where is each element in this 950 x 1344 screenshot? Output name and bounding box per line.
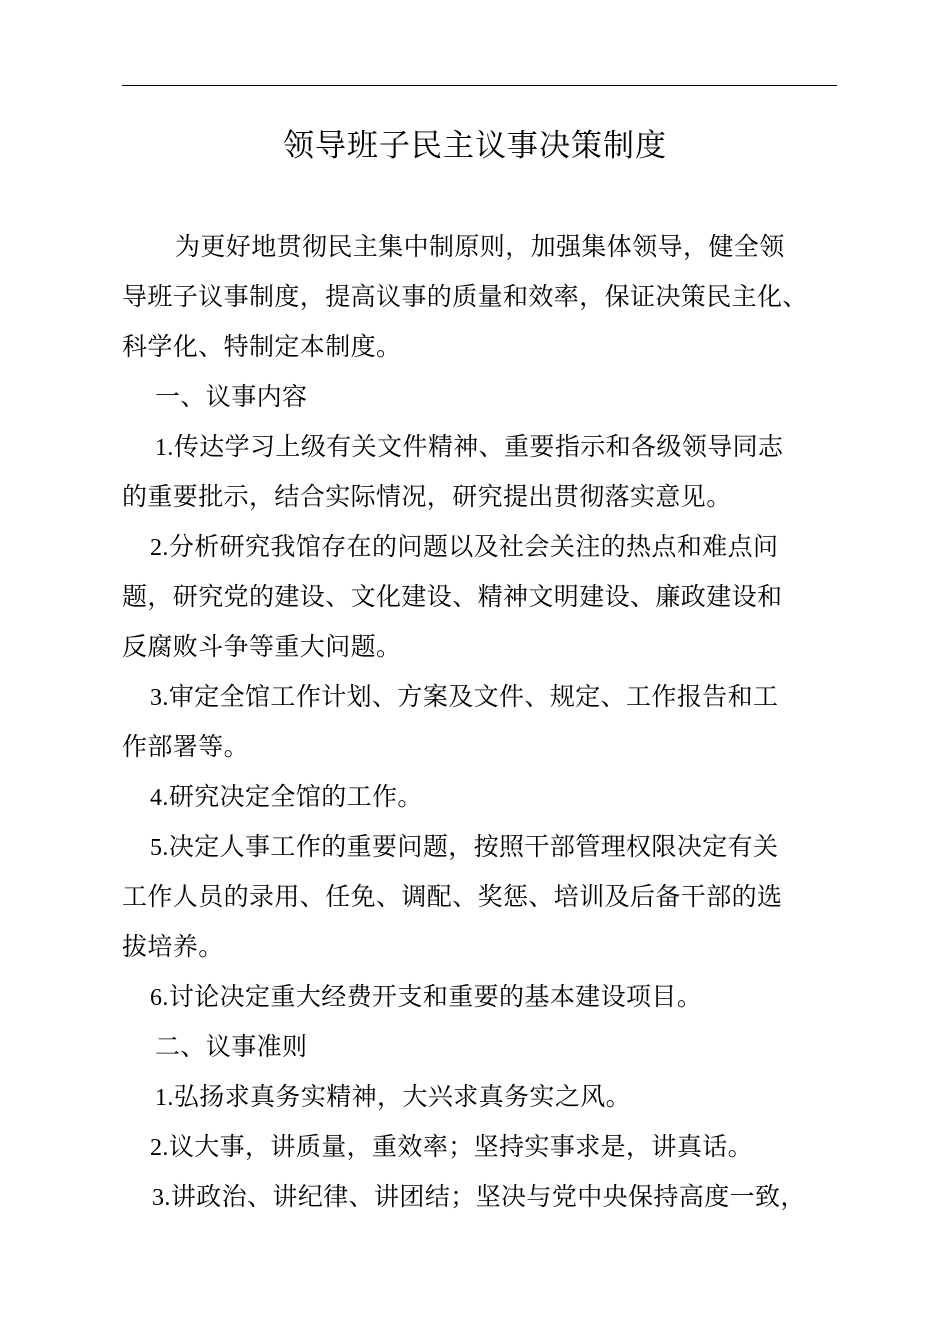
- paragraph-intro-line-1: 为更好地贯彻民主集中制原则，加强集体领导，健全领: [175, 232, 785, 261]
- item-5-line-3: 拔培养。: [122, 932, 224, 961]
- item-3-line-2: 作部署等。: [122, 732, 250, 761]
- item-3-line-1: 3.审定全馆工作计划、方案及文件、规定、工作报告和工: [150, 682, 779, 711]
- item-1-line-2: 的重要批示，结合实际情况，研究提出贯彻落实意见。: [122, 482, 732, 511]
- item-5-line-2: 工作人员的录用、任免、调配、奖惩、培训及后备干部的选: [122, 882, 783, 911]
- item-1-line-1: 1.传达学习上级有关文件精神、重要指示和各级领导同志: [155, 432, 784, 461]
- paragraph-intro-line-3: 科学化、特制定本制度。: [122, 332, 402, 361]
- section-heading-2: 二、议事准则: [155, 1032, 308, 1061]
- principle-1-line-1: 1.弘扬求真务实精神，大兴求真务实之风。: [155, 1082, 632, 1111]
- paragraph-intro-line-2: 导班子议事制度，提高议事的质量和效率，保证决策民主化、: [122, 282, 808, 311]
- item-2-line-3: 反腐败斗争等重大问题。: [122, 632, 402, 661]
- section-heading-1: 一、议事内容: [155, 382, 308, 411]
- principle-3-line-1: 3.讲政治、讲纪律、讲团结；坚决与党中央保持高度一致，: [152, 1182, 806, 1211]
- header-rule: [122, 85, 837, 86]
- principle-2-line-1: 2.议大事，讲质量，重效率；坚持实事求是，讲真话。: [150, 1132, 754, 1161]
- item-6-line-1: 6.讨论决定重大经费开支和重要的基本建设项目。: [150, 982, 703, 1011]
- document-title: 领导班子民主议事决策制度: [283, 128, 667, 164]
- item-2-line-2: 题，研究党的建设、文化建设、精神文明建设、廉政建设和: [122, 582, 783, 611]
- item-2-line-1: 2.分析研究我馆存在的问题以及社会关注的热点和难点问: [150, 532, 779, 561]
- item-5-line-1: 5.决定人事工作的重要问题，按照干部管理权限决定有关: [150, 832, 779, 861]
- item-4-line-1: 4.研究决定全馆的工作。: [150, 782, 423, 811]
